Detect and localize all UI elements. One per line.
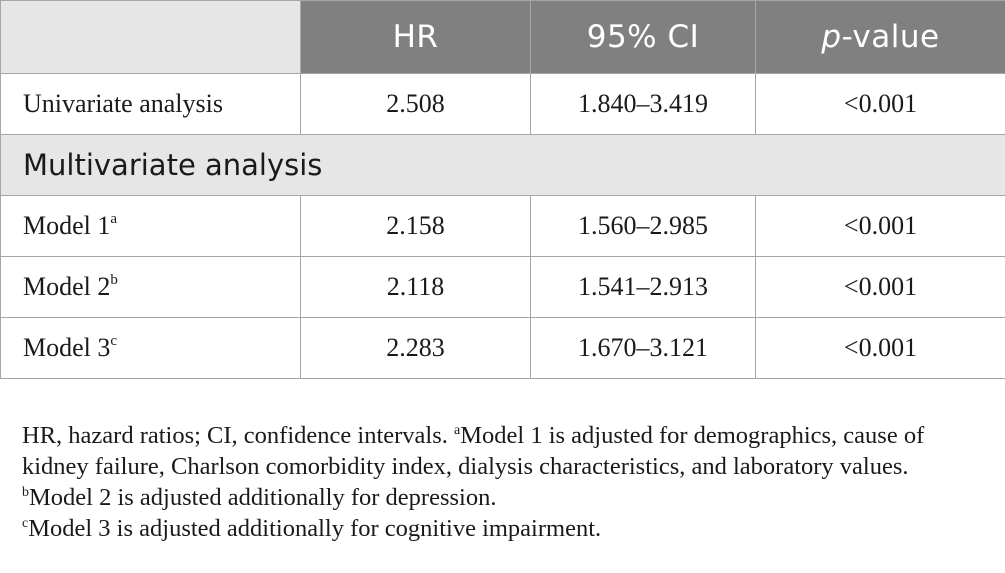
footnote-paragraph-b: [22, 482, 997, 513]
footnote-a: Model 1 is adjusted for demographics, cause of kidney failure, Charlson comorbidity index, dialysis characteristics, and laboratory values.: [22, 422, 925, 480]
footnote-marker-a: a: [454, 423, 461, 438]
header-ci: 95% CI: [531, 1, 756, 74]
table-row-univariate: [1, 74, 1005, 135]
row-label: Univariate analysis: [1, 74, 301, 135]
footnote-c: Model 3 is adjusted additionally for cognitive impairment.: [28, 515, 602, 542]
abbreviations-note: HR, hazard ratios; CI, confidence intervals.: [22, 422, 455, 449]
header-p-italic: p: [821, 19, 842, 55]
ci-cell: 1.840–3.419: [531, 74, 756, 135]
footnote-marker-c: c: [22, 516, 29, 531]
footnote-paragraph-a: [22, 420, 997, 482]
footnote-marker: a: [110, 211, 118, 227]
footnote-marker-b: b: [22, 485, 29, 500]
p-cell: <0.001: [756, 318, 1005, 379]
row-label-text: Model 1: [23, 211, 111, 240]
footnote-marker: b: [110, 272, 118, 288]
ci-cell: 1.670–3.121: [531, 318, 756, 379]
table-row-model-3: [1, 318, 1005, 379]
row-label: [1, 318, 301, 379]
header-row: [1, 1, 1005, 74]
table-row-model-2: [1, 257, 1005, 318]
header-hr: HR: [301, 1, 531, 74]
hr-cell: 2.118: [301, 257, 531, 318]
row-label: [1, 257, 301, 318]
footnote-paragraph-c: [22, 513, 997, 544]
p-cell: <0.001: [756, 257, 1005, 318]
row-label-text: Model 2: [23, 272, 111, 301]
row-label: [1, 196, 301, 257]
ci-cell: 1.560–2.985: [531, 196, 756, 257]
ci-cell: 1.541–2.913: [531, 257, 756, 318]
p-cell: <0.001: [756, 74, 1005, 135]
hr-cell: 2.158: [301, 196, 531, 257]
header-p-rest: -value: [841, 19, 940, 55]
header-blank-cell: [1, 1, 301, 74]
footnote-marker: c: [110, 333, 118, 349]
row-label-text: Model 3: [23, 333, 111, 362]
table-footnotes: [22, 420, 997, 544]
section-label: Multivariate analysis: [1, 135, 1005, 196]
p-cell: <0.001: [756, 196, 1005, 257]
hr-cell: 2.508: [301, 74, 531, 135]
table-row-model-1: [1, 196, 1005, 257]
section-row-multivariate: [1, 135, 1005, 196]
header-p-value: [756, 1, 1005, 74]
footnote-b: Model 2 is adjusted additionally for depression.: [29, 484, 497, 511]
hr-cell: 2.283: [301, 318, 531, 379]
